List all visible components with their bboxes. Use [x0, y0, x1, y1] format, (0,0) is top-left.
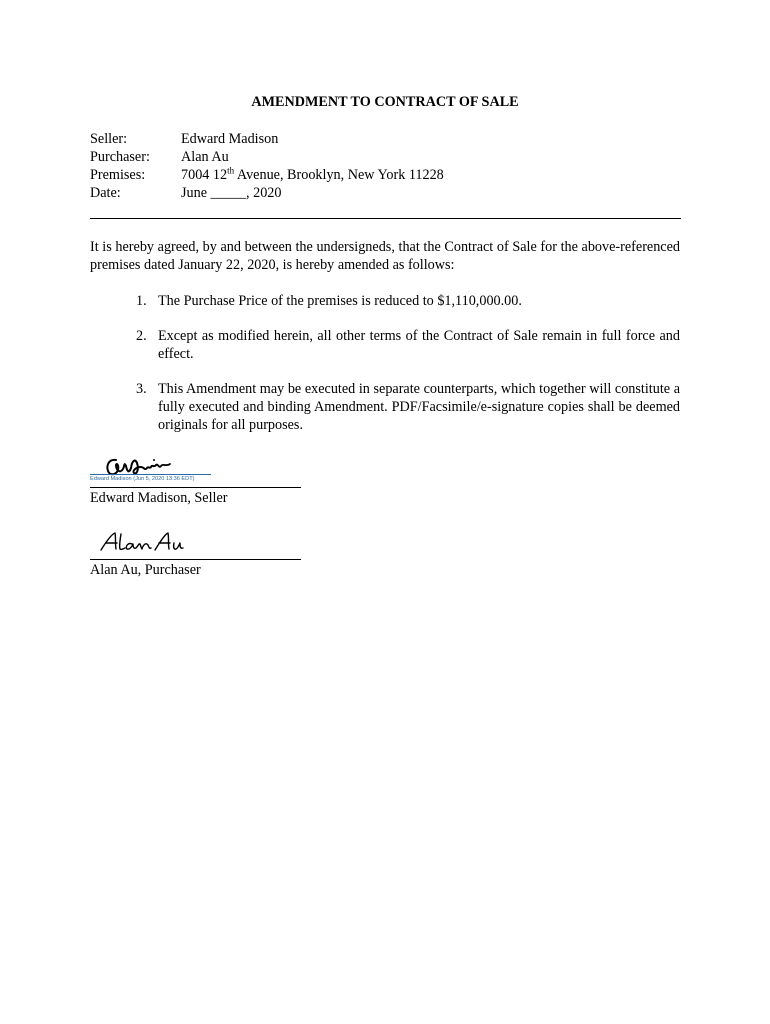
info-value: Edward Madison: [181, 131, 279, 147]
ordinal-suffix: th: [227, 165, 235, 176]
info-label: Seller:: [90, 131, 128, 147]
info-label: Date:: [90, 185, 121, 201]
premises-address-start: 7004 12: [181, 167, 228, 183]
signer-name: Alan Au, Purchaser: [90, 562, 201, 578]
purchaser-signature-image: [98, 530, 188, 556]
list-item: [90, 327, 680, 363]
item-text: This Amendment may be executed in separate counterparts, which together will constitute a fully executed and binding Amendment. PDF/Facsimile/e-signature copies shall be deemed originals for all purposes.: [158, 381, 680, 433]
esign-underline: [90, 474, 211, 475]
info-row-premises: [90, 166, 680, 184]
list-item: [90, 292, 680, 310]
signature-line: [90, 487, 301, 488]
info-value: Alan Au: [181, 149, 229, 165]
purchaser-signature-block: [90, 559, 301, 579]
list-item: [90, 380, 680, 434]
item-number: 2.: [136, 328, 147, 344]
info-label: Purchaser:: [90, 149, 150, 165]
info-row-date: [90, 184, 680, 202]
esign-timestamp: Edward Madison (Jun 5, 2020 13:36 EDT): [90, 476, 195, 482]
item-text: The Purchase Price of the premises is reduced to $1,110,000.00.: [158, 293, 522, 309]
item-number: 1.: [136, 293, 147, 309]
signature-line: [90, 559, 301, 560]
intro-paragraph: It is hereby agreed, by and between the undersigneds, that the Contract of Sale for the above-referenced premises dated January 22, 2020, is hereby amended as follows:: [90, 239, 680, 273]
amendment-list: [90, 292, 680, 451]
divider: [90, 218, 681, 219]
info-row-purchaser: [90, 148, 680, 166]
info-value: [181, 166, 680, 184]
document-title: AMENDMENT TO CONTRACT OF SALE: [251, 94, 519, 110]
item-text: Except as modified herein, all other terms of the Contract of Sale remain in full force and effect.: [158, 328, 680, 362]
info-label: Premises:: [90, 167, 146, 183]
signer-name: Edward Madison, Seller: [90, 490, 228, 506]
item-number: 3.: [136, 381, 147, 397]
info-value: June _____, 2020: [181, 185, 282, 201]
seller-signature-block: [90, 487, 301, 507]
contract-info: [90, 130, 680, 202]
info-row-seller: [90, 130, 680, 148]
premises-address-end: Avenue, Brooklyn, New York 11228: [234, 167, 444, 183]
